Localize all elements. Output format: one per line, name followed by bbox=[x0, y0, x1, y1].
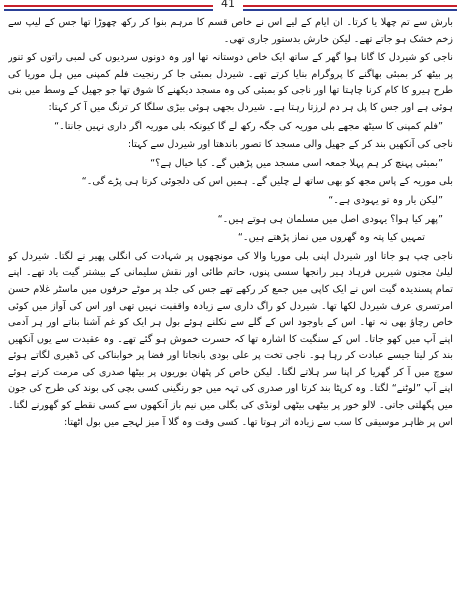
paragraph: ناجی چپ ہو جاتا اور شیردل اپنی بلی موریا والا کی مونچھوں پر شہادت کی انگلی پھیر نے لگتا۔ شیردل کو لیلیٰ مجنوں شیریں فرہاد ہیر رانجھا سسی پنوں، حاتم طائی اور نقش سلیمانی کے بیشتر گیت یاد تھے۔ اپنے تمام پسندیدہ گیت اس نے ایک کاپی میں جمع کر رکھے تھے جس کی جلد پر موٹے حرفوں میں ماسٹر غلام حسن امرتسری عرف شیردل لکھا تھا۔ شیردل کو راگ داری سے زیادہ واقفیت نہیں تھی اور اس کی آواز میں کوئی خاص رچاؤ بھی نہ تھا۔ اس کے باوجود اس کے گلے سے نکلنے ہوئے بول ہر ایک کو غم آشنا بناتے اور ہر آدمی اپنے آپ میں کھو جاتا۔ اس کے سنگیت کا اشارہ تھا کہ حسرت خموش ہو گئے تھے۔ وہ عقیدت سے یوں آنکھیں بند کر لیتا جیسے عبادت کر رہا ہو۔ ناجی تخت پر علی بودی بانجاتا اور فضا پر خوابناکی کی ڈھیری لگاتے ہوئے سوچ میں آ کر گھریا کر اپنا سر ہلاتے لگتا۔ لیکن خاص کر پٹھان بوریوں پر بیٹھا صدری کی مرمت کرتے ہوئے اپنے آپ ”لوٹنے“ لگتا۔ وہ کرپٹا بند کرتا اور صدری کی تہہ میں جو رنگینی کسی بچی کی بوند کی طرح کی جون میں پگھلتی جاتی۔ لالو خور پر بیٹھی بیٹھی لونڈی کی بگلی میں نیم باز آنکھوں سے کسی نقطے کو گھورنے لگتا۔ اس پر ظاہر موسیقی کا سب سے زیادہ اثر ہوتا تھا۔ کسی وقت وہ گلا آ میز لہجے میں بول اٹھتا: bbox=[8, 250, 453, 428]
dialogue-line: تمہیں کیا پتہ وہ گھروں میں نماز پڑھتے ہیں۔“ bbox=[237, 232, 425, 244]
page-number: 41 bbox=[213, 0, 243, 11]
dialogue-line: ”لیکن یار وہ تو یہودی ہے۔“ bbox=[328, 194, 443, 206]
dialogue-line: ”بمبئی پہنچ کر ہم پہلا جمعہ اسی مسجد میں پڑھیں گے۔ کیا خیال ہے؟“ bbox=[150, 157, 443, 169]
dialogue-line: ”فلم کمپنی کا سیٹھ مجھے بلی موریہ کی جگہ رکھ لے گا کیونکہ بلی موریہ اگر داری نہیں جانتا۔“ bbox=[54, 120, 443, 132]
dialogue-line: ”پھر کیا ہوا؟ یہودی اصل میں مسلمان ہی ہوتے ہیں۔“ bbox=[217, 213, 443, 225]
body-text bbox=[8, 15, 453, 597]
paragraph: بارش سے تم چھلا یا کرتا۔ ان ایام کے لیے اس نے خاص قسم کا مرہم بنوا کر رکھ چھوڑا تھا جس کے لیپ سے زخم خشک ہو جاتے تھے۔ لیکن خارش بدستور جاری تھی۔ bbox=[8, 17, 453, 45]
paragraph: ناجی کو شیردل کا گانا ہوا گھر کے ساتھ ایک خاص دوستانہ تھا اور وہ دونوں سردیوں کی لمبی راتوں کو تنور پر بیٹھ کر بمبئی بھاگنے کا پروگرام بنایا کرتے تھے۔ شیردل بمبئی جا کر رنجیت فلم کمپنی میں ہل موریا کی طرح ہیرو کا کام کرنا چاہتا تھا اور ناجی کو بمبئی کی وہ مسجد دیکھنے کا شوق تھا جو جھیل کے وسط میں بنی ہوئی ہے اور جس کا پل ہر دم لرزتا رہتا ہے۔ شیردل بجھی ہوئی بیڑی سلگا کر ترنگ میں آ کر کہتا: bbox=[8, 52, 453, 113]
dialogue-line: بلی موریہ کے پاس مجھ کو بھی ساتھ لے چلیں گے۔ ہمیں اس کی دلجوئی کرتا ہی پڑے گی۔“ bbox=[81, 176, 453, 188]
paragraph: ناجی کی آنکھیں بند کر کے جھیل والی مسجد کا تصور باندھتا اور شیردل سے کہتا: bbox=[127, 139, 453, 151]
